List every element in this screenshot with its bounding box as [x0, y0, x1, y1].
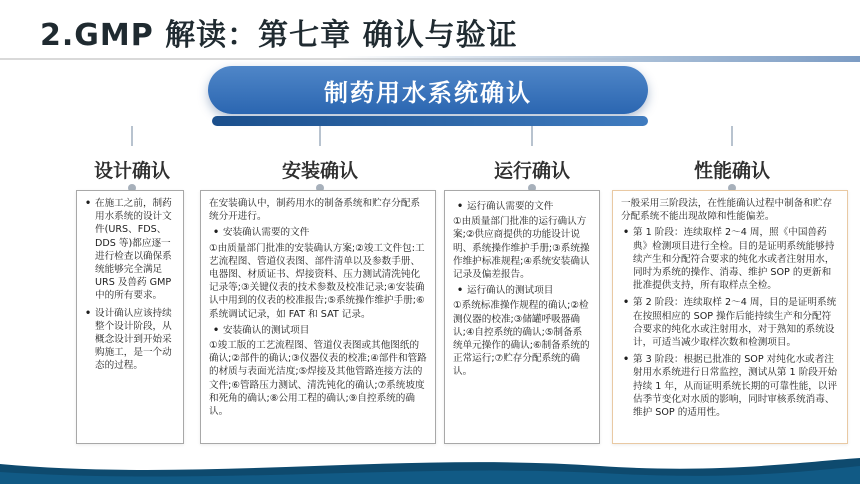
- stage-title-design: 设计确认: [93, 160, 170, 182]
- stage-headers: [0, 126, 860, 196]
- design-qualification-box: [76, 190, 184, 444]
- header-accent-stripe: [340, 56, 860, 62]
- operational-qualification-box: [444, 190, 600, 444]
- install-docs-heading: • 安装确认需要的文件: [209, 226, 427, 239]
- footer-wave: [0, 452, 860, 484]
- install-tests-text: ①竣工版的工艺流程图、管道仪表图或其他图纸的确认;②部件的确认;③仪器仪表的校准;④部件和管路的材质与表面光洁度;⑤焊接及其他管路连接方法的文件;⑥管路压力测试、清洗钝化的确认;⑦系统坡度和死角的确认;⑧公用工程的确认;⑨自控系统的确认。: [209, 340, 427, 418]
- banner-title: 制药用水系统确认: [324, 78, 532, 107]
- performance-qualification-box: [612, 190, 848, 444]
- connector-line: [131, 126, 133, 146]
- section-banner: [208, 66, 648, 114]
- operation-docs-text: ①由质量部门批准的运行确认方案;②供应商提供的功能设计说明、系统操作维护手册;③系统操作维护标准规程;④系统安装确认记录及偏差报告。: [453, 216, 590, 281]
- installation-qualification-box: [200, 190, 436, 444]
- stage-title-operation: 运行确认: [493, 160, 570, 182]
- performance-phase-2: • 第 2 阶段：连续取样 2～4 周，目的是证明系统在按照相应的 SOP 操作后能持续生产和分配符合要求的纯化水或注射用水，对于熟知的系统设计，可适当减少取样次数和检测项目。: [621, 296, 839, 349]
- performance-intro: 一般采用三阶段法，在性能确认过程中制备和贮存分配系统不能出现故障和性能偏差。: [621, 198, 833, 223]
- stage-title-performance: 性能确认: [693, 160, 770, 182]
- banner-base-bar: [212, 116, 648, 126]
- install-docs-text: ①由质量部门批准的安装确认方案;②竣工文件包:工艺流程图、管道仪表图、部件清单以及参数手册、电器图、材质证书、焊接资料、压力测试清洗钝化记录等;③关键仪表的技术参数及校准记录;④安装确认中用到的仪表的校准报告;⑤系统操作维护手册;⑥系统调试记录，如 FAT 和 SAT 记录。: [209, 242, 425, 320]
- performance-phase-1: • 第 1 阶段：连续取样 2～4 周，照《中国兽药典》检测项目进行全检。目的是证明系统能够持续产生和分配符合要求的纯化水或者注射用水，同时为系统的操作、消毒、维护 SOP 的更新和批准提供支持，所有取样点全检。: [621, 226, 839, 292]
- page-title: 2.GMP 解读：第七章 确认与验证: [40, 18, 518, 53]
- connector-line: [531, 126, 533, 146]
- operation-tests-heading: • 运行确认的测试项目: [453, 284, 591, 297]
- design-item: • 在施工之前，制药用水系统的设计文件(URS、FDS、DDS 等)都应逐一进行检查以确保系统能够完全满足 URS 及兽药 GMP 中的所有要求。: [83, 197, 177, 303]
- operation-docs-heading: • 运行确认需要的文件: [453, 200, 591, 213]
- install-tests-heading: • 安装确认的测试项目: [209, 324, 427, 337]
- stage-title-install: 安装确认: [281, 160, 358, 182]
- design-item: • 设计确认应该持续整个设计阶段，从概念设计到开始采购施工，是一个动态的过程。: [83, 307, 177, 373]
- operation-tests-text: ①系统标准操作规程的确认;②检测仪器的校准;③储罐呼吸器确认;④自控系统的确认;⑤制备系统单元操作的确认;⑥制备系统的正常运行;⑦贮存分配系统的确认。: [453, 300, 590, 378]
- connector-line: [731, 126, 733, 146]
- performance-phase-3: • 第 3 阶段：根据已批准的 SOP 对纯化水或者注射用水系统进行日常监控，测试从第 1 阶段开始持续 1 年，从而证明系统长期的可靠性能，以评估季节变化对水质的影响，同时审核系统消毒、维护 SOP 的适用性。: [621, 353, 839, 419]
- connector-line: [319, 126, 321, 146]
- install-intro: 在安装确认中，制药用水的制备系统和贮存分配系统分开进行。: [209, 198, 421, 223]
